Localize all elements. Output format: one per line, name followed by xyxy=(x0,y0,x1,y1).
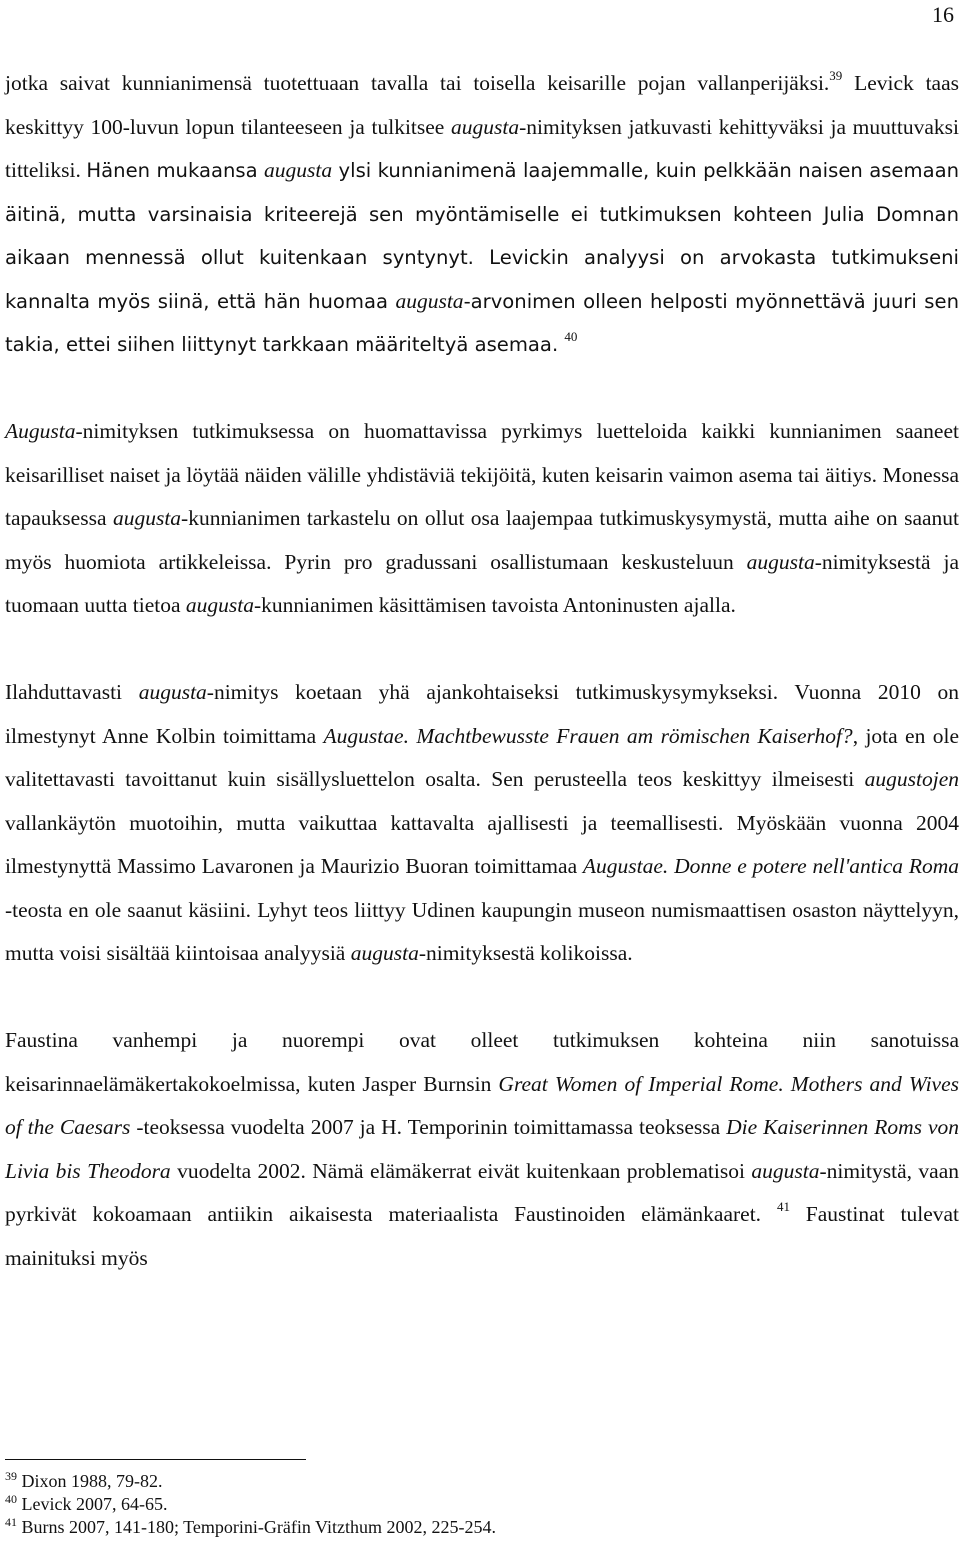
italic-text: Augustae. Machtbewusste Frauen am römischen Kaiserhof? xyxy=(323,723,853,748)
italic-text: augusta xyxy=(350,941,419,965)
italic-text: Augusta xyxy=(5,419,76,443)
footnote-ref: 41 xyxy=(776,1199,790,1215)
footnote-number: 41 xyxy=(5,1514,17,1529)
footnote xyxy=(5,1470,496,1493)
text-run: ylsi kunnianimenä laajemmalle, kuin pelkkään naisen asemaan äitinä, mutta varsinaisia kriteerejä sen myöntämiselle ei tutkimuksen kohteen Julia Domnan aikaan mennessä ollut kuitenkaan syntynyt. Levickin analyysi on arvokasta tutkimukseni kannalta myös siinä, että hän huomaa xyxy=(5,159,959,313)
italic-text: augustojen xyxy=(864,767,959,791)
text-run: vuodelta 2002. Nämä elämäkerrat eivät kuitenkaan problematisoi xyxy=(170,1158,752,1183)
footnote xyxy=(5,1493,496,1516)
footnote-text: Dixon 1988, 79-82. xyxy=(21,1471,163,1491)
body-text xyxy=(5,62,959,1280)
text-run: -kunnianimen tarkastelu on ollut osa laajempaa tutkimuskysymystä, mutta aihe on saanut myös huomiota artikkeleissa. Pyrin pro gradussani osallistumaan keskusteluun xyxy=(5,506,960,574)
footnote-text: Burns 2007, 141-180; Temporini-Gräfin Vitzthum 2002, 225-254. xyxy=(21,1517,496,1537)
italic-text: augusta xyxy=(451,114,520,139)
text-run: -arvonimen olleen helposti myönnettävä juuri sen takia, ettei siihen liittynyt tarkkaan määriteltyä asemaa. xyxy=(5,289,959,356)
text-run: -kunnianimen käsittämisen tavoista Antoninusten ajalla. xyxy=(254,593,736,617)
page-number: 16 xyxy=(932,2,954,27)
text-run: -nimityksen tutkimuksessa on huomattavissa pyrkimys luetteloida kaikki kunnianimen saaneet keisarilliset naiset ja löytää näiden välille yhdistäviä tekijöitä, kuten keisarin vaimon asema tai äitiys. Monessa tapauksessa xyxy=(5,419,959,530)
text-run: -nimityksestä ja tuomaan uutta tietoa xyxy=(5,549,959,617)
paragraph xyxy=(5,1019,959,1280)
text-run: -teoksessa vuodelta 2007 ja H. Temporinin toimittamassa teoksessa xyxy=(130,1115,727,1139)
italic-text: Die Kaiserinnen Roms von Livia bis Theodora xyxy=(5,1115,959,1183)
text-run: -nimityksen jatkuvasti kehittyväksi ja muuttuvaksi titteliksi. xyxy=(5,114,959,182)
text-run: , jota en ole valitettavasti tavoittanut kuin sisällysluettelon osalta. Sen perusteella teos keskittyy ilmeisesti xyxy=(5,723,959,791)
italic-text: augusta xyxy=(395,288,464,313)
text-run: Ilahduttavasti xyxy=(5,680,139,704)
text-run: Hänen mukaansa xyxy=(86,159,265,182)
italic-text: Augustae. Donne e potere nell'antica Roma xyxy=(582,854,959,878)
italic-text: augusta xyxy=(185,593,254,617)
italic-text: augusta xyxy=(138,680,207,704)
text-run: -nimityksestä kolikoissa. xyxy=(418,941,633,965)
text-run: Faustina vanhempi ja nuorempi ovat olleet tutkimuksen kohteina niin sanotuissa keisarinnaelämäkertakokoelmissa, kuten Jasper Burnsin xyxy=(5,1028,959,1096)
text-run: jotka saivat kunnianimensä tuotettuaan tavalla tai toisella keisarille pojan vallanperijäksi. xyxy=(5,71,830,95)
text-run: Faustinat tulevat mainituksi myös xyxy=(5,1202,959,1270)
footnote-number: 40 xyxy=(5,1491,17,1506)
italic-text: augusta xyxy=(751,1158,820,1183)
text-run: -teosta en ole saanut käsiini. Lyhyt teos liittyy Udinen kaupungin museon numismaattisen osaston näyttelyyn, mutta voisi sisältää kiintoisaa analyysiä xyxy=(5,897,959,965)
footnotes xyxy=(5,1470,496,1539)
paragraph xyxy=(5,410,959,628)
text-run: Levick taas keskittyy 100-luvun lopun tilanteeseen ja tulkitsee xyxy=(5,71,959,139)
italic-text: augusta xyxy=(264,158,333,182)
footnote-text: Levick 2007, 64-65. xyxy=(21,1494,168,1514)
footnote-ref: 39 xyxy=(829,68,843,84)
footnote-ref: 40 xyxy=(564,329,578,345)
italic-text: augusta xyxy=(112,506,182,530)
paragraph xyxy=(5,62,959,367)
text-run: -nimitystä, vaan pyrkivät kokoamaan antiikin aikaisesta materiaalista Faustinoiden elämänkaaret. xyxy=(5,1158,959,1226)
text-run: -nimitys koetaan yhä ajankohtaiseksi tutkimuskysymykseksi. Vuonna 2010 on ilmestynyt Anne Kolbin toimittama xyxy=(5,680,959,748)
italic-text: augusta xyxy=(746,549,815,574)
footnote-number: 39 xyxy=(5,1468,17,1483)
text-run: vallankäytön muotoihin, mutta vaikuttaa kattavalta ajallisesti ja teemallisesti. Myöskään vuonna 2004 ilmestynyttä Massimo Lavaronen ja Maurizio Buoran toimittamaa xyxy=(5,810,959,878)
footnote-separator xyxy=(5,1459,306,1460)
paragraph xyxy=(5,671,959,976)
italic-text: Great Women of Imperial Rome. Mothers and Wives of the Caesars xyxy=(5,1071,959,1139)
footnote xyxy=(5,1516,496,1539)
